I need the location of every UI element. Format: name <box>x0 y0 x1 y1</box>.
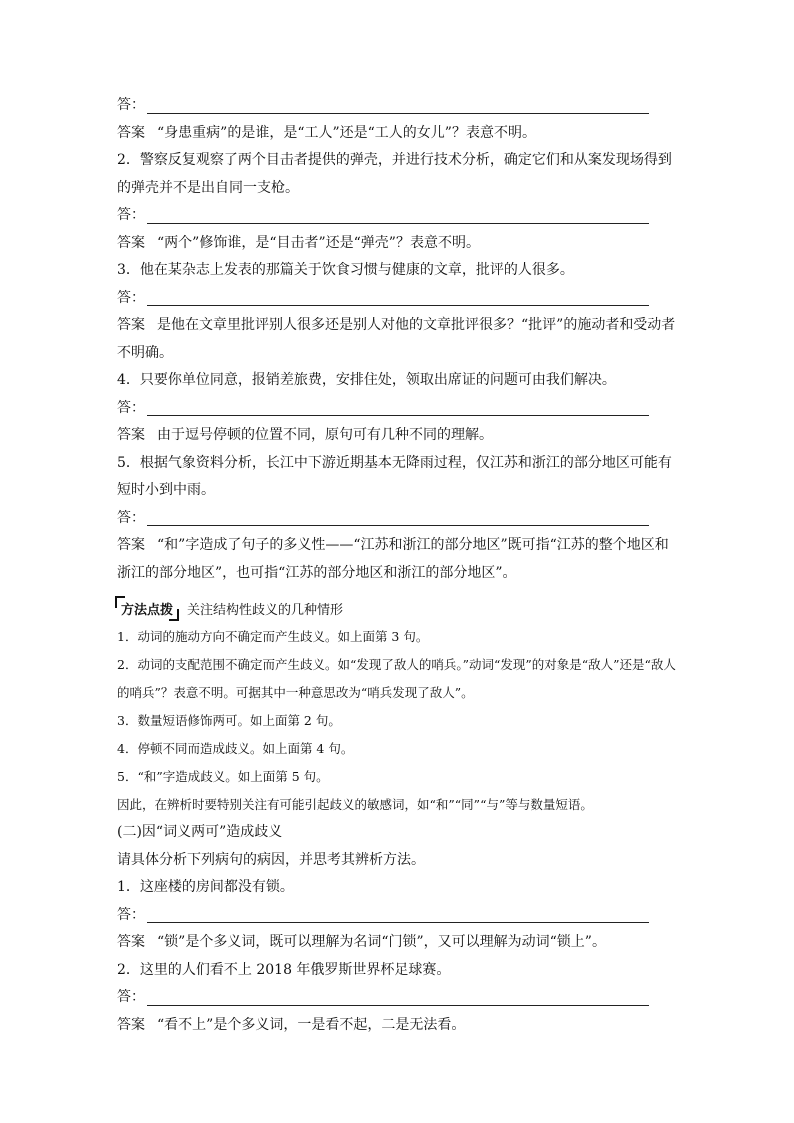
method-header <box>117 593 677 623</box>
answer-blank-line <box>117 902 677 930</box>
answer-label: 答： <box>117 289 145 306</box>
answer-label: 答： <box>117 399 145 416</box>
answer-blank[interactable] <box>147 987 649 1006</box>
answer-blank-line <box>117 395 677 423</box>
answer-0 <box>117 120 677 148</box>
answer-blank[interactable] <box>147 95 649 114</box>
method-title: 关注结构性歧义的几种情形 <box>187 602 344 618</box>
answer-text: 由于逗号停顿的位置不同，原句可有几种不同的理解。 <box>157 427 493 443</box>
answer-blank-line <box>117 202 677 230</box>
answer-label: 答： <box>117 97 145 113</box>
method-point: 2．动词的支配范围不确定而产生歧义。如“发现了敌人的哨兵。”动词“发现”的对象是“敌人”还是“敌人的哨兵”？表意不明。可据其中一种意思改为“哨兵发现了敌人”。 <box>117 657 676 700</box>
answer-tag: 答案 <box>117 124 145 141</box>
question-2: 2．警察反复观察了两个目击者提供的弹壳，并进行技术分析，确定它们和从案发现场得到的弹壳并不是出自同一支枪。 <box>117 152 672 196</box>
method-point: 4．停顿不同而造成歧义。如上面第 4 句。 <box>117 741 354 756</box>
answer-blank[interactable] <box>147 904 649 923</box>
answer-label: 答： <box>117 906 145 923</box>
question-4: 4．只要你单位同意，报销差旅费，安排住处，领取出席证的问题可由我们解决。 <box>117 372 616 388</box>
answer-blank[interactable] <box>147 397 649 416</box>
answer-s2-1 <box>117 929 677 957</box>
answer-text: “锁”是个多义词，既可以理解为名词“门锁”，又可以理解为动词“锁上”。 <box>157 934 606 950</box>
answer-tag: 答案 <box>117 317 145 333</box>
answer-blank-line <box>117 285 677 313</box>
question-5: 5．根据气象资料分析，长江中下游近期基本无降雨过程，仅江苏和浙江的部分地区可能有短时小到中雨。 <box>117 454 672 498</box>
answer-tag: 答案 <box>117 1016 145 1033</box>
answer-text: “和”字造成了句子的多义性——“江苏和浙江的部分地区”既可指“江苏的整个地区和浙江的部分地区”，也可指“江苏的部分地区和浙江的部分地区”。 <box>117 537 669 581</box>
question-s2-1: 1．这座楼的房间都没有锁。 <box>117 879 294 895</box>
method-point: 5．“和”字造成歧义。如上面第 5 句。 <box>117 769 329 784</box>
answer-tag: 答案 <box>117 934 145 950</box>
method-box-label: 方法点拨 <box>117 598 177 619</box>
answer-2 <box>117 230 677 258</box>
answer-3 <box>117 312 677 367</box>
answer-label: 答： <box>117 509 145 526</box>
section-heading: (二)因“词义两可”造成歧义 <box>117 824 283 840</box>
answer-blank[interactable] <box>147 507 649 526</box>
answer-blank-line <box>117 984 677 1012</box>
answer-blank[interactable] <box>147 205 649 224</box>
method-point: 3．数量短语修饰两可。如上面第 2 句。 <box>117 713 341 728</box>
answer-s2-2 <box>117 1012 677 1040</box>
answer-text: “看不上”是个多义词，一是看不起，二是无法看。 <box>157 1016 466 1033</box>
answer-tag: 答案 <box>117 537 145 553</box>
method-conclusion: 因此，在辨析时要特别关注有可能引起歧义的敏感词，如“和”“同”“与”等与数量短语。 <box>117 797 593 812</box>
answer-blank[interactable] <box>147 287 649 306</box>
answer-blank-line <box>117 92 677 120</box>
answer-5 <box>117 532 677 587</box>
question-3: 3．他在某杂志上发表的那篇关于饮食习惯与健康的文章，批评的人很多。 <box>117 262 574 278</box>
section-intro: 请具体分析下列病句的病因，并思考其辨析方法。 <box>117 851 425 868</box>
answer-text: “两个”修饰谁，是“目击者”还是“弹壳”？表意不明。 <box>157 234 480 251</box>
document-page <box>117 92 677 1039</box>
question-s2-2: 2．这里的人们看不上 2018 年俄罗斯世界杯足球赛。 <box>117 961 451 978</box>
answer-label: 答： <box>117 207 145 223</box>
answer-4 <box>117 422 677 450</box>
answer-text: “身患重病”的是谁，是“工人”还是“工人的女儿”？表意不明。 <box>157 124 536 141</box>
answer-tag: 答案 <box>117 427 145 443</box>
answer-text: 是他在文章里批评别人很多还是别人对他的文章批评很多？“批评”的施动者和受动者不明确。 <box>117 317 676 361</box>
answer-blank-line <box>117 505 677 533</box>
answer-label: 答： <box>117 989 145 1005</box>
method-point: 1．动词的施动方向不确定而产生歧义。如上面第 3 句。 <box>117 629 429 644</box>
answer-tag: 答案 <box>117 234 145 251</box>
